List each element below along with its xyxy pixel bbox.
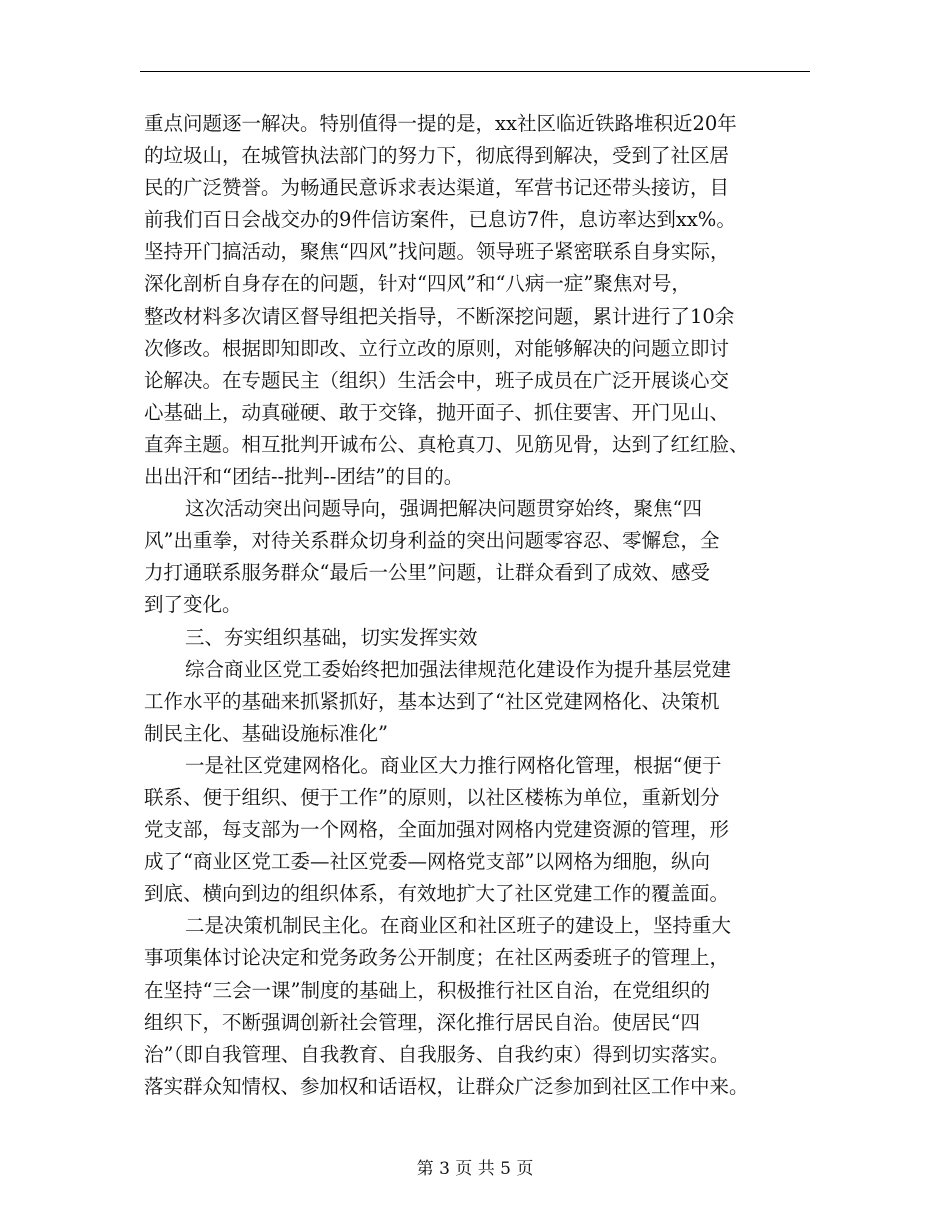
text-line: 力打通联系服务群众“最后一公里”问题，让群众看到了成效、感受 — [144, 561, 710, 585]
text-line: 到底、横向到边的组织体系，有效地扩大了社区党建工作的覆盖面。 — [144, 882, 730, 906]
page-footer: 第 3 页 共 5 页 — [416, 1159, 534, 1179]
text-line: 党支部，每支部为一个网格，全面加强对网格内党建资源的管理，形 — [144, 818, 730, 842]
text-line: 重点问题逐一解决。特别值得一提的是，xx社区临近铁路堆积近20年 — [144, 112, 737, 135]
text-line: 心基础上，动真碰硬、敢于交锋，抛开面子、抓住要害、开门见山、 — [144, 400, 730, 424]
text-line: 事项集体讨论决定和党务政务公开制度；在社区两委班子的管理上， — [144, 946, 730, 970]
text-line: 民的广泛赞誉。为畅通民意诉求表达渠道，军营书记还带头接访，目 — [144, 176, 730, 200]
text-line: 这次活动突出问题导向，强调把解决问题贯穿始终，聚焦“四 — [185, 497, 702, 521]
text-line: 在坚持“三会一课”制度的基础上，积极推行社区自治，在党组织的 — [144, 978, 710, 1002]
text-line: 联系、便于组织、便于工作”的原则，以社区楼栋为单位，重新划分 — [144, 785, 720, 809]
text-line: 综合商业区党工委始终把加强法律规范化建设作为提升基层党建 — [185, 657, 732, 681]
text-line: 治”（即自我管理、自我教育、自我服务、自我约束）得到切实落实。 — [144, 1042, 730, 1066]
text-line: 的垃圾山，在城管执法部门的努力下，彻底得到解决，受到了社区居 — [144, 144, 730, 168]
text-line: 直奔主题。相互批判开诚布公、真枪真刀、见筋见骨，达到了红红脸、 — [144, 432, 749, 456]
text-line: 坚持开门搞活动，聚焦“四风”找问题。领导班子紧密联系自身实际， — [144, 240, 730, 264]
text-line: 一是社区党建网格化。商业区大力推行网格化管理，根据“便于 — [185, 753, 722, 777]
text-line: 整改材料多次请区督导组把关指导，不断深挖问题，累计进行了10余 — [144, 304, 735, 328]
text-line: 制民主化、基础设施标准化” — [144, 721, 388, 745]
document-body — [144, 108, 812, 1103]
header-rule — [140, 71, 810, 72]
text-line: 二是决策机制民主化。在商业区和社区班子的建设上，坚持重大 — [185, 914, 732, 938]
text-line: 工作水平的基础来抓紧抓好，基本达到了“社区党建网格化、决策机 — [144, 689, 720, 713]
text-line: 次修改。根据即知即改、立行立改的原则，对能够解决的问题立即讨 — [144, 336, 730, 360]
text-line: 组织下，不断强调创新社会管理，深化推行居民自治。使居民“四 — [144, 1010, 700, 1034]
text-line: 成了“商业区党工委—社区党委—网格党支部”以网格为细胞，纵向 — [144, 850, 710, 874]
text-line: 三、夯实组织基础，切实发挥实效 — [185, 625, 478, 649]
text-line: 风”出重拳，对待关系群众切身利益的突出问题零容忍、零懈怠，全 — [144, 529, 720, 553]
text-line: 深化剖析自身存在的问题，针对“四风”和“八病一症”聚焦对号， — [144, 272, 691, 296]
text-line: 前我们百日会战交办的9件信访案件，已息访7件，息访率达到xx%。 — [144, 208, 736, 232]
text-line: 到了变化。 — [144, 593, 242, 617]
text-line: 论解决。在专题民主（组织）生活会中，班子成员在广泛开展谈心交 — [144, 368, 730, 392]
text-line: 出出汗和“团结--批判--团结”的目的。 — [144, 465, 464, 489]
text-line: 落实群众知情权、参加权和话语权，让群众广泛参加到社区工作中来。 — [144, 1074, 749, 1098]
